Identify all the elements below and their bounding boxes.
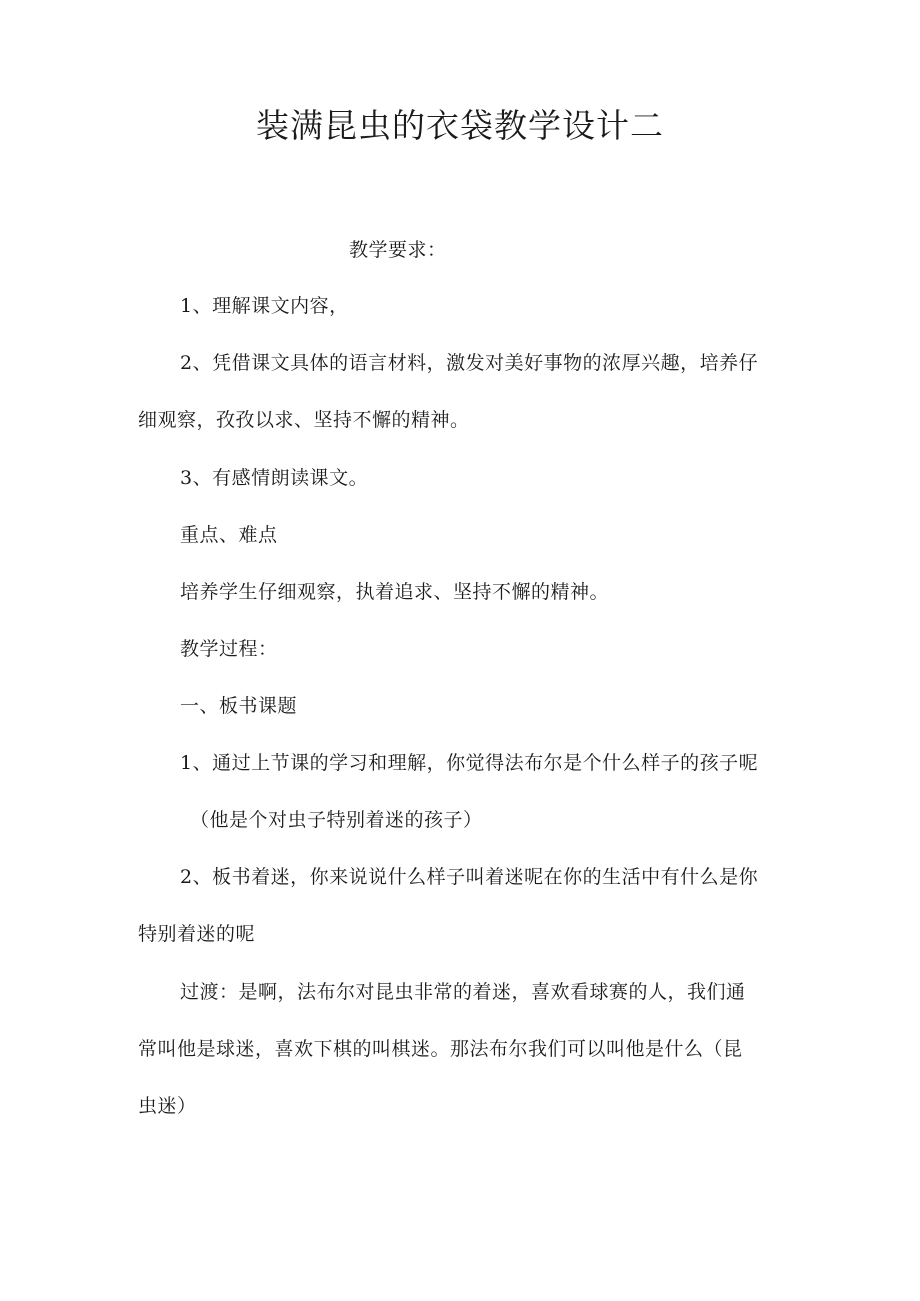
requirement-item-1: 1、理解课文内容， (180, 295, 349, 317)
transition-text: 过渡：是啊，法布尔对昆虫非常的着迷，喜欢看球赛的人，我们通 (180, 981, 746, 1003)
section-heading-teaching-process: 教学过程： (180, 638, 278, 660)
transition-text-continued: 常叫他是球迷，喜欢下棋的叫棋迷。那法布尔我们可以叫他是什么（昆 (138, 1038, 743, 1060)
section-heading-teaching-requirements: 教学要求： (349, 239, 447, 261)
transition-text-end: 虫迷） (138, 1095, 197, 1117)
document-title: 装满昆虫的衣袋教学设计二 (256, 106, 664, 145)
key-points-text: 培养学生仔细观察，执着追求、坚持不懈的精神。 (180, 581, 610, 603)
process-question-2: 2、板书着迷，你来说说什么样子叫着迷呢在你的生活中有什么是你 (180, 866, 759, 888)
requirement-item-2: 2、凭借课文具体的语言材料，激发对美好事物的浓厚兴趣，培养仔 (180, 352, 759, 374)
process-question-1: 1、通过上节课的学习和理解，你觉得法布尔是个什么样子的孩子呢 (180, 752, 759, 774)
requirement-item-3: 3、有感情朗读课文。 (180, 467, 369, 489)
requirement-item-2-continued: 细观察，孜孜以求、坚持不懈的精神。 (138, 409, 470, 431)
process-step-1: 一、板书课题 (180, 695, 298, 717)
process-answer-1: （他是个对虫子特别着迷的孩子） (190, 809, 483, 831)
section-heading-key-points: 重点、难点 (180, 524, 278, 546)
process-question-2-continued: 特别着迷的呢 (138, 923, 256, 945)
